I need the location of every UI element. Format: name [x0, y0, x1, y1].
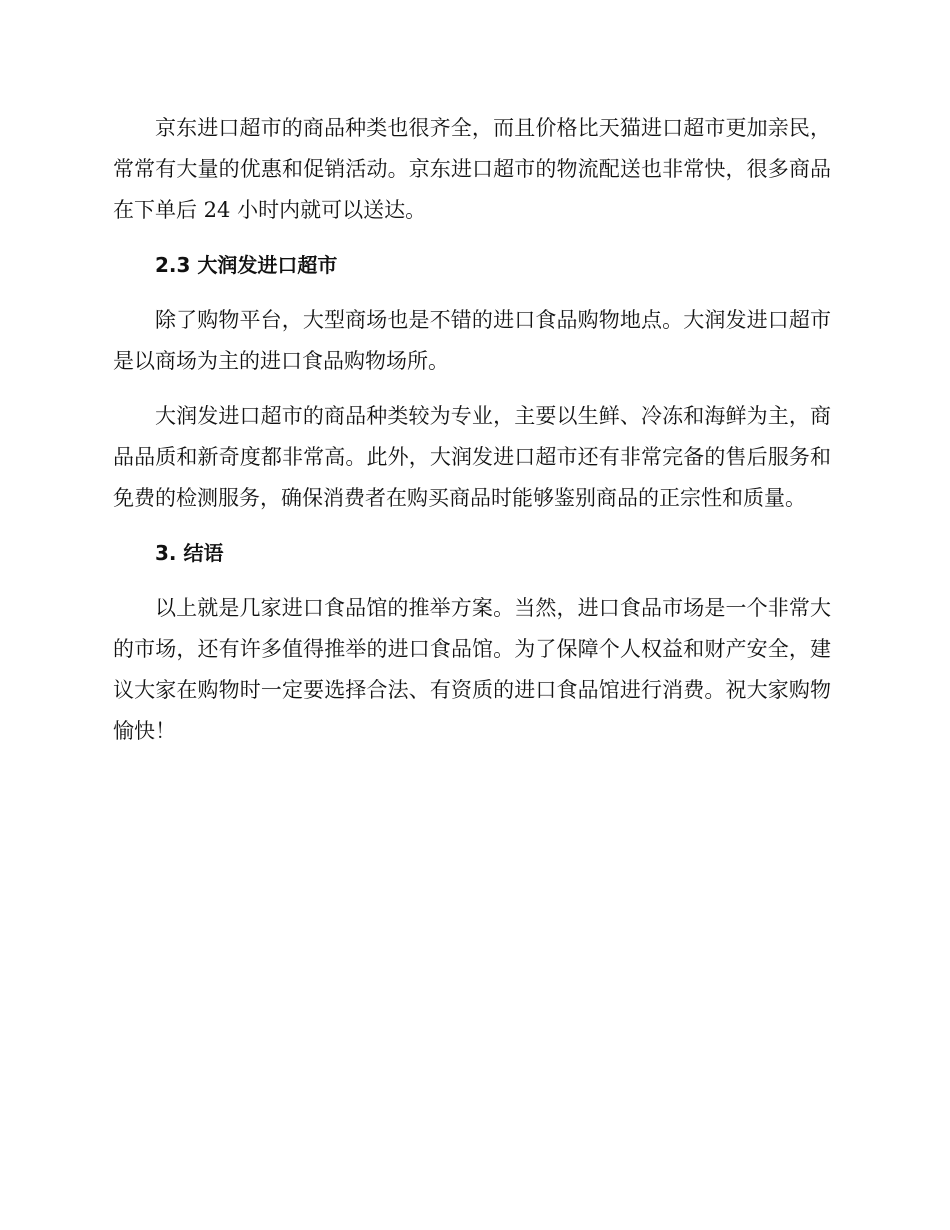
paragraph-rt-mart-details: 大润发进口超市的商品种类较为专业，主要以生鲜、冷冻和海鲜为主，商品品质和新奇度都非常高。此外，大润发进口超市还有非常完备的售后服务和免费的检测服务，确保消费者在购买商品时能够鉴别商品的正宗性和质量。 [113, 404, 831, 510]
document-body [113, 108, 831, 752]
paragraph-rt-mart-intro: 除了购物平台，大型商场也是不错的进口食品购物地点。大润发进口超市是以商场为主的进口食品购物场所。 [113, 308, 831, 373]
section-heading-3-conclusion: 3. 结语 [155, 541, 224, 565]
spacer [113, 519, 831, 533]
spacer [113, 382, 831, 396]
paragraph-conclusion: 以上就是几家进口食品馆的推举方案。当然，进口食品市场是一个非常大的市场，还有许多值得推举的进口食品馆。为了保障个人权益和财产安全，建议大家在购物时一定要选择合法、有资质的进口食品馆进行消费。祝大家购物愉快！ [113, 596, 831, 743]
paragraph-jd-import-supermarket: 京东进口超市的商品种类也很齐全，而且价格比天猫进口超市更加亲民，常常有大量的优惠和促销活动。京东进口超市的物流配送也非常快，很多商品在下单后 24 小时内就可以送达。 [113, 116, 831, 222]
spacer [113, 286, 831, 300]
section-heading-2-3: 2.3 大润发进口超市 [155, 253, 338, 277]
spacer [113, 574, 831, 588]
spacer [113, 231, 831, 245]
